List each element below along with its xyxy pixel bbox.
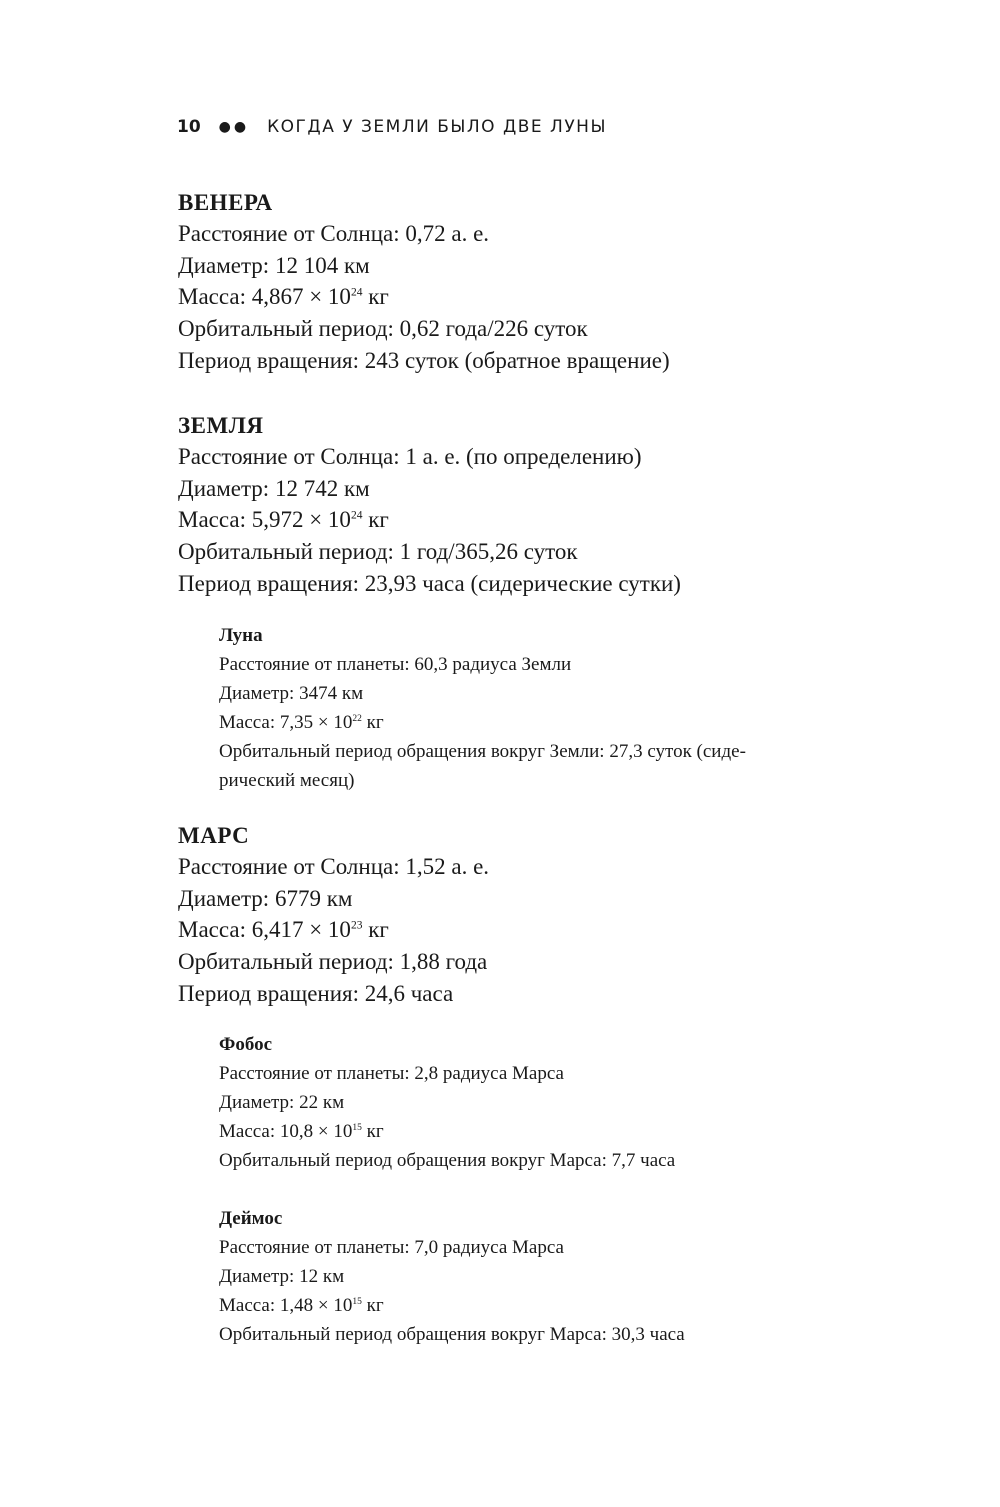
mass-unit: кг [361, 1121, 384, 1142]
section-moon [219, 621, 746, 795]
mass-exponent: 15 [352, 1296, 362, 1307]
distance-line: Расстояние от планеты: 2,8 радиуса Марса [219, 1063, 564, 1084]
section-mars [178, 820, 489, 1010]
mass-unit: кг [361, 1295, 384, 1316]
mass-unit: кг [362, 917, 389, 943]
distance-line: Расстояние от планеты: 7,0 радиуса Марса [219, 1237, 564, 1258]
orbit-line: Орбитальный период: 1 год/365,26 суток [178, 539, 578, 565]
rotation-line: Период вращения: 23,93 часа (сидерические сутки) [178, 570, 681, 596]
diameter-line: Диаметр: 12 742 км [178, 475, 370, 501]
running-head [177, 117, 607, 137]
mass-exponent: 23 [350, 919, 363, 932]
mass-text: Масса: 10,8 × 10 [219, 1121, 353, 1142]
diameter-line: Диаметр: 6779 км [178, 885, 353, 911]
diameter-line: Диаметр: 12 км [219, 1266, 345, 1287]
mass-unit: кг [362, 507, 389, 533]
moon-title: Деймос [219, 1208, 283, 1229]
orbit-line: Орбитальный период: 0,62 года/226 суток [178, 316, 588, 342]
mass-text: Масса: 6,417 × 10 [178, 917, 351, 943]
chapter-title: КОГДА У ЗЕМЛИ БЫЛО ДВЕ ЛУНЫ [267, 117, 607, 137]
distance-line: Расстояние от Солнца: 1 а. е. (по определению) [178, 444, 642, 469]
mass-text: Масса: 1,48 × 10 [219, 1295, 353, 1316]
mass-text: Масса: 4,867 × 10 [178, 284, 351, 310]
mass-exponent: 24 [350, 286, 363, 299]
moon-title: Луна [219, 625, 263, 646]
orbit-line: Орбитальный период обращения вокруг Марса: 30,3 часа [219, 1324, 685, 1345]
orbit-line: Орбитальный период: 1,88 года [178, 949, 488, 975]
planet-title: МАРС [178, 823, 250, 848]
planet-title: ЗЕМЛЯ [178, 413, 264, 438]
mass-line [219, 1117, 675, 1146]
mass-exponent: 15 [352, 1122, 362, 1133]
orbit-line: Орбитальный период обращения вокруг Земли: 27,3 суток (сиде- [219, 741, 746, 762]
mass-line [219, 1291, 685, 1320]
ornament-dots: ●● [218, 119, 250, 135]
distance-line: Расстояние от Солнца: 0,72 а. е. [178, 221, 490, 246]
orbit-line-continued: рический месяц) [219, 770, 355, 791]
moon-title: Фобос [219, 1034, 273, 1055]
section-phobos [219, 1030, 675, 1175]
page-number: 10 [177, 117, 201, 137]
rotation-line: Период вращения: 24,6 часа [178, 980, 454, 1006]
diameter-line: Диаметр: 12 104 км [178, 252, 370, 278]
diameter-line: Диаметр: 3474 км [219, 683, 364, 704]
mass-line [178, 281, 670, 313]
diameter-line: Диаметр: 22 км [219, 1092, 345, 1113]
mass-unit: кг [362, 284, 389, 310]
distance-line: Расстояние от планеты: 60,3 радиуса Земли [219, 654, 572, 675]
mass-unit: кг [361, 712, 384, 733]
mass-exponent: 22 [352, 713, 362, 724]
mass-text: Масса: 5,972 × 10 [178, 507, 351, 533]
rotation-line: Период вращения: 243 суток (обратное вращение) [178, 347, 670, 373]
mass-line [178, 914, 489, 946]
mass-line [219, 708, 746, 737]
distance-line: Расстояние от Солнца: 1,52 а. е. [178, 854, 490, 879]
section-venus [178, 187, 670, 377]
planet-title: ВЕНЕРА [178, 190, 273, 215]
section-earth [178, 410, 681, 600]
mass-text: Масса: 7,35 × 10 [219, 712, 353, 733]
mass-exponent: 24 [350, 509, 363, 522]
orbit-line: Орбитальный период обращения вокруг Марса: 7,7 часа [219, 1150, 676, 1171]
section-deimos [219, 1204, 685, 1349]
mass-line [178, 504, 681, 536]
